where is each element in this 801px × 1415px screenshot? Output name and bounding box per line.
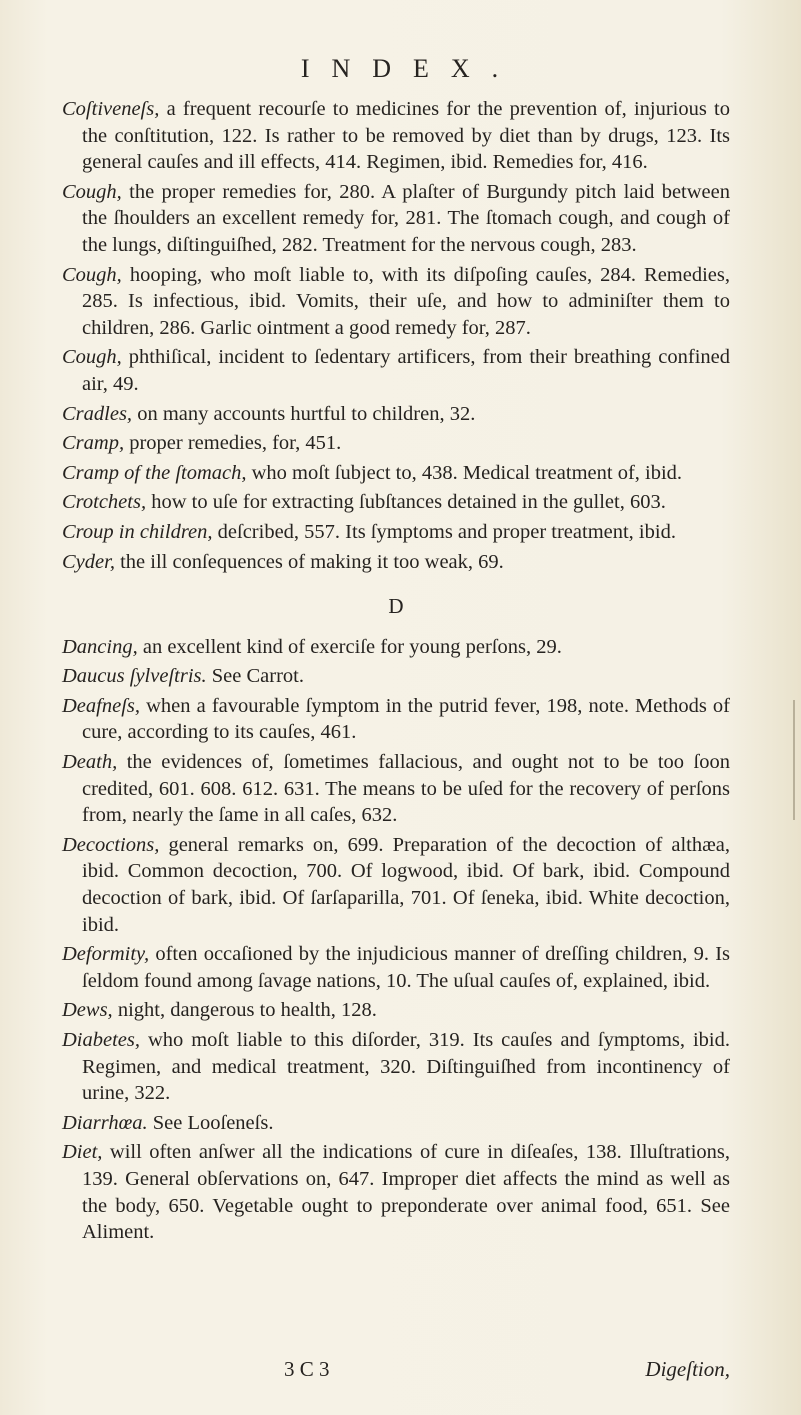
entry-heading: Cough, [62, 263, 122, 286]
page-title: INDEX. [300, 54, 521, 83]
entry-heading: Cough, [62, 180, 122, 203]
entry-text: who moſt liable to this diſorder, 319. Its cauſes and ſymptoms, ibid. Regimen, and medical treatment, 320. Diſtinguiſhed from incontinency of urine, 322. [82, 1029, 730, 1105]
index-entry [62, 489, 730, 516]
entry-text: hooping, who moſt liable to, with its diſpoſing cauſes, 284. Remedies, 285. Is infectious, ibid. Vomits, their uſe, and how to adminiſter them to children, 286. Garlic ointment a good remedy for, 287. [82, 263, 730, 339]
page-edge-shadow [793, 700, 795, 820]
entry-heading: Dews, [62, 999, 113, 1022]
entry-text: often occaſioned by the injudicious manner of dreſſing children, 9. Is ſeldom found among ſavage nations, 10. The uſual cauſes of, explained, ibid. [82, 943, 730, 992]
entry-text: phthiſical, incident to ſedentary artificers, from their breathing confined air, 49. [82, 346, 730, 395]
index-entry [62, 549, 730, 576]
entry-heading: Decoctions, [62, 833, 160, 856]
signature-mark: 3 C 3 [284, 1357, 330, 1381]
entry-heading: Croup in children, [62, 520, 213, 543]
entry-heading: Coſtiveneſs, [62, 98, 160, 120]
entry-text: proper remedies, for, 451. [124, 432, 342, 455]
index-entry [62, 344, 730, 397]
index-entry [62, 1110, 730, 1137]
entry-text: See Looſeneſs. [147, 1111, 274, 1134]
entry-heading: Diabetes, [62, 1029, 140, 1051]
index-entry [62, 401, 730, 428]
index-entry [62, 693, 730, 746]
catchword: Digeſtion, [645, 1357, 730, 1381]
entry-heading: Deformity, [62, 943, 150, 966]
entries-letter-c [62, 96, 730, 575]
index-entry [62, 749, 730, 829]
index-entry [62, 96, 730, 176]
index-entry [62, 663, 730, 690]
entry-text: a frequent recourſe to medicines for the prevention of, injurious to the conſtitution, 122. Is rather to be removed by diet than by drugs, 123. Its general cauſes and ill effects, 414. Regimen, ibid. Remedies for, 416. [82, 98, 730, 174]
entry-text: how to uſe for extracting ſubſtances detained in the gullet, 603. [146, 491, 666, 514]
entry-text: who moſt ſubject to, 438. Medical treatment of, ibid. [246, 461, 683, 484]
index-entry [62, 179, 730, 259]
entry-heading: Cramp of the ſtomach, [62, 461, 247, 484]
index-entry [62, 941, 730, 994]
index-entry [62, 519, 730, 546]
index-entry [62, 1139, 730, 1245]
entry-heading: Crotchets, [62, 491, 147, 514]
index-entries [62, 96, 730, 1249]
entries-letter-d [62, 634, 730, 1246]
entry-text: on many accounts hurtful to children, 32. [132, 402, 476, 425]
index-entry [62, 262, 730, 342]
entry-text: when a favourable ſymptom in the putrid fever, 198, note. Methods of cure, according to its cauſes, 461. [82, 694, 730, 744]
entry-heading: Cyder, [62, 550, 115, 573]
entry-heading: Dancing, [62, 635, 138, 658]
index-entry [62, 1027, 730, 1107]
section-letter: D [388, 594, 404, 619]
entry-text: deſcribed, 557. Its ſymptoms and proper treatment, ibid. [212, 520, 676, 543]
entry-text: See Carrot. [206, 665, 304, 688]
entry-heading: Deafneſs, [62, 694, 140, 717]
entry-heading: Diet, [62, 1141, 103, 1164]
entry-text: the ill conſequences of making it too weak, 69. [114, 550, 504, 573]
entry-heading: Cramp, [62, 432, 125, 455]
entry-heading: Daucus ſylveſtris. [62, 665, 207, 688]
index-entry [62, 634, 730, 661]
index-entry [62, 460, 730, 487]
index-entry [62, 430, 730, 457]
entry-heading: Death, [62, 751, 118, 774]
entry-text: the evidences of, ſometimes fallacious, and ought not to be too ſoon credited, 601. 608. 612. 631. The means to be uſed for the recovery of perſons from, nearly the ſame in all caſes, 632. [82, 751, 730, 827]
entry-text: night, dangerous to health, 128. [112, 999, 377, 1022]
entry-text: an excellent kind of exerciſe for young perſons, 29. [137, 635, 562, 658]
entry-text: will often anſwer all the indications of cure in diſeaſes, 138. Illuſtrations, 139. General obſervations on, 647. Improper diet affects the mind as well as the body, 650. Vegetable ought to preponderate over animal food, 651. See Aliment. [82, 1141, 730, 1244]
entry-heading: Cough, [62, 346, 122, 369]
entry-heading: Diarrhœa. [62, 1111, 148, 1134]
entry-heading: Cradles, [62, 402, 133, 425]
entry-text: the proper remedies for, 280. A plaſter of Burgundy pitch laid between the ſhoulders an excellent remedy for, 281. The ſtomach cough, and cough of the lungs, diſtinguiſhed, 282. Treatment for the nervous cough, 283. [82, 180, 730, 256]
index-entry [62, 997, 730, 1024]
index-entry [62, 832, 730, 938]
page-footer [62, 1357, 730, 1385]
entry-text: general remarks on, 699. Preparation of the decoction of althæa, ibid. Common decoction, 700. Of logwood, ibid. Of bark, ibid. Compound decoction of bark, ibid. Of ſarſaparilla, 701. Of ſeneka, ibid. White decoction, ibid. [82, 833, 730, 936]
